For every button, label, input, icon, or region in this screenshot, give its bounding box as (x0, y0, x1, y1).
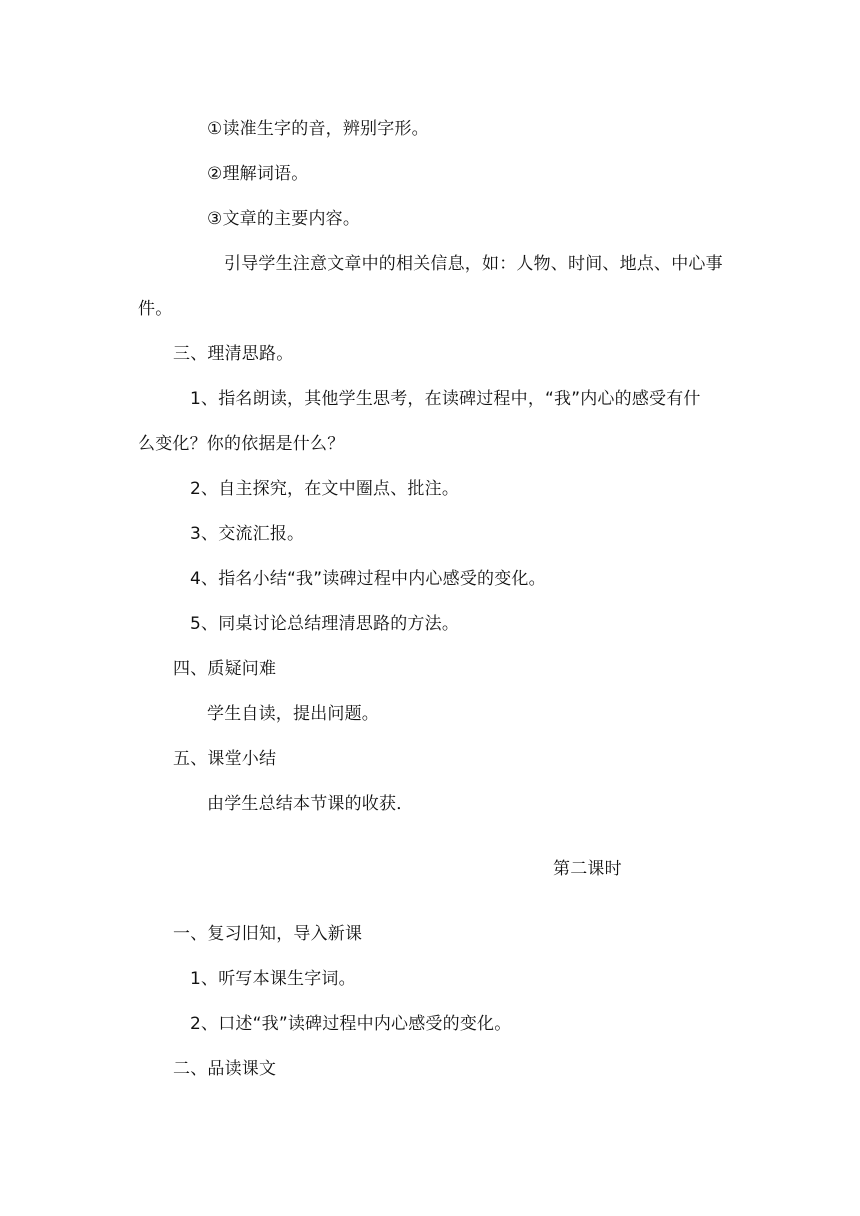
text-line: 1、指名朗读，其他学生思考，在读碑过程中，“我”内心的感受有什 (190, 389, 701, 409)
section-heading: 三、理清思路。 (173, 344, 294, 364)
section-heading: 一、复习旧知，导入新课 (173, 924, 363, 944)
text-line: ②理解词语。 (207, 164, 309, 184)
text-line: 1、听写本课生字词。 (190, 969, 356, 989)
text-line: ①读准生字的音，辨别字形。 (207, 119, 429, 139)
section-heading: 二、品读课文 (173, 1059, 277, 1079)
text-line: 3、交流汇报。 (190, 524, 305, 544)
text-line: 2、自主探究，在文中圈点、批注。 (190, 479, 460, 499)
text-line: ③文章的主要内容。 (207, 209, 361, 229)
text-line: 引导学生注意文章中的相关信息，如：人物、时间、地点、中心事 (224, 254, 723, 274)
text-line: 学生自读，提出问题。 (207, 704, 379, 724)
text-line: 2、口述“我”读碑过程中内心感受的变化。 (190, 1014, 512, 1034)
text-line: 由学生总结本节课的收获． (207, 794, 414, 814)
section-heading: 四、质疑问难 (173, 659, 277, 679)
text-line: 件。 (138, 299, 173, 319)
text-line: 5、同桌讨论总结理清思路的方法。 (190, 614, 460, 634)
text-line: 么变化？你的依据是什么？ (138, 434, 345, 454)
text-line: 4、指名小结“我”读碑过程中内心感受的变化。 (190, 569, 546, 589)
section-heading: 五、课堂小结 (173, 749, 277, 769)
lesson-title: 第二课时 (553, 859, 622, 879)
